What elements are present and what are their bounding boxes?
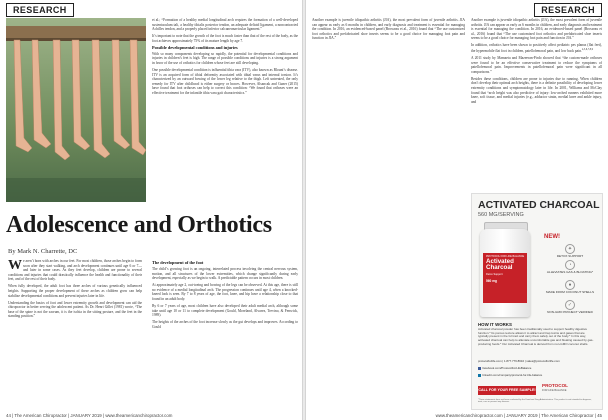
new-badge: NEW!: [544, 234, 560, 240]
feature-item: [542, 300, 598, 315]
citation-superscript: 4,5,6,7,8,9: [581, 47, 594, 51]
how-it-works-text: Activated charcoal powder has been traditionally used to support healthy digestive function.* Its porous texture allows it to attract and trap toxins and gases that are typically present in the GI tract and carry them safely out of the body.* In this way, activated charcoal can help to alleviate uncomfortable gas and bloating caused by gas-producing foods.* Our Activated Charcoal is derived from non-GMO coconut shells.: [478, 327, 594, 346]
feature-item: [542, 260, 598, 275]
right-page: [306, 0, 608, 420]
logo-text: PROTOCOL: [542, 383, 568, 388]
linkedin-icon: [478, 374, 481, 377]
page-footer: www.theamericanchiropractor.com | JANUARY 2019 | The American Chiropractor | 45: [435, 413, 602, 418]
contact-text: linkedin.com/company/protocol-for-life-balance: [482, 373, 543, 377]
column-right-text: [471, 18, 602, 107]
contact-text: protocolforlife.com | 1.877.776.8610 | sales@protocolforlife.com: [478, 359, 560, 363]
feature-label: NON-GMO PROJECT VERIFIED: [547, 310, 593, 314]
facebook-link[interactable]: [478, 366, 596, 370]
section-heading: Possible developmental conditions and injuries: [152, 44, 238, 50]
paragraph: When fully developed, the adult foot has three arches of various genetically influenced heights. Supporting the proper development of these arches as children grow can help stabilize developmental conditions and prevent injuries later in life.: [8, 284, 142, 298]
column-top-right: [152, 18, 298, 98]
paragraph-text: e aren’t born with arches in our feet. For most children, those arches begin to form soon after they start walking, and arch development continues until age 6 or 7—and later in some cases. As they feet develop, children are prone to several conditions and injuries that could drastically influence the health and functionality of their feet, and of the rest of their body.: [8, 259, 142, 282]
paragraph: Another example is juvenile idiopathic arthritis (JIA), the most prevalent form of juvenile arthritis. JIA can appear as early as 6 months in children, and early diagnosis and treatment is essential for managing the condition. In 2016, an evidenced-based panel (Brosseau et al., 2016) found that “The use customized foot orthotics and prefabricated shoe inserts seems to be a good choice for managing foot pain and function in JIA.”: [312, 18, 465, 41]
disclaimer: *These statements have not been evaluated by the Food and Drug Administration. This product is not intended to diagnose, treat, cure or prevent any disease.: [478, 399, 592, 403]
stomach-icon: ◔: [565, 260, 575, 270]
feature-label: ALLEVIATES GAS & BLOATING*: [546, 270, 594, 274]
page-footer: 44 | The American Chiropractor | JANUARY 2019 | www.theamericanchiropractor.com: [6, 413, 173, 418]
paragraph: et al.; “Formation of a healthy medial longitudinal arch requires the formation of a well-developed sustentaculum tali, a healthy tibialis posterior tendon, an adequate deltoid ligament, a noncontracted Achilles tendon, and a properly placed inferior calcaneonavicular ligament.”: [152, 18, 298, 32]
brand-logo: [542, 384, 568, 394]
paragraph: A 2011 study by Mamaeta and Mazeeran-Pirdo showed that “the custom-made orthoses were found to be an effective conservative treatment to reduce the symptoms of patellofemoral pain. Improvements in patellofemoral pain were significant in all comparisons.”: [471, 56, 602, 74]
paragraph: The heights of the arches of the foot increase slowly as the gut develops and improves. According to Gould: [152, 320, 298, 329]
paragraph: [8, 259, 142, 282]
free-sample-button[interactable]: CALL FOR YOUR FREE SAMPLE!: [478, 386, 536, 395]
ad-subtitle: 560 MG/SERVING: [478, 212, 524, 218]
product-bottle: [480, 229, 530, 317]
bottle-label: [483, 253, 527, 303]
label-product-name: Activated Charcoal: [486, 258, 514, 272]
paragraph: It’s important to note that the growth of the foot is much faster than that of the rest of the body, as the foot achieves approximately 75% of its mature length by age 7.: [152, 34, 298, 43]
logo-subtext: FOR LIFE BALANCE: [542, 388, 567, 392]
label-dose: 560 mg: [486, 278, 497, 283]
contact-text: facebook.com/ProtocolForLifeBalance: [482, 366, 532, 370]
paragraph-text: In addition, orthotics have been shown to positively affect pediatric pes planus (flat feet), the hypermobile flat foot in children, patellofemoral pain, and low back pain.: [471, 43, 602, 54]
column-b: [152, 259, 298, 332]
column-left-text: [312, 18, 465, 43]
section-heading: The development of the foot: [152, 260, 204, 265]
coconut-icon: ●: [565, 280, 575, 290]
paragraph: Understanding the basics of foot and lower extremity growth and development can aid the chiropractor in better serving the adolescent patient. As Dr. Henri Gillet (1981) wrote, “The base of the spine is not the sacrum, it is the ischia in the sitting posture, and the feet in the standing position.”: [8, 300, 142, 319]
article-title: Adolescence and Orthotics: [6, 212, 272, 238]
paragraph: Another example is juvenile idiopathic arthritis (JIA), the most prevalent form of juvenile arthritis. JIA can appear as early as 6 months in children, and early diagnosis and treatment is essential for managing the condition. In 2016, an evidenced-based panel (Brosseau et al., 2016) found that “The use customized foot orthotics and prefabricated shoe inserts seems to be a good choice for managing foot pain and function in JIA.”: [471, 18, 602, 41]
section-tag: RESEARCH: [6, 3, 74, 17]
paragraph: One possible developmental condition is influential tibia vara (ITV), also known as Blount’s disease. ITV is an acquired form of tibial deformity associated with tibial varus and internal torsion. It’s characterized by an outward bowing of the lower leg relative to the thigh. Left untreated, the only remedy for ITV after childhood is either surgery or braces. However, Alsancak and Guner (2015) have found that foot orthoses can help to correct this condition: “We found that orthoses were an effective treatment for the infantile tibia vara gait characteristics.”: [152, 68, 298, 95]
paragraph: [471, 43, 602, 53]
linkedin-link[interactable]: [478, 373, 596, 377]
feet-photo: [6, 18, 146, 202]
feet-photo-image: [6, 18, 146, 202]
paragraph: With so many components developing so rapidly, the potential for developmental conditions and injuries in children’s feet is high. The range of possible conditions and injuries is a strong argument in favor of the use of orthotics for children whose feet are still developing.: [152, 51, 298, 66]
label-brand: PROTOCOL FOR LIFE BALANCE: [486, 255, 525, 258]
paragraph: The child’s growing foot is an ongoing, interrelated process involving the central nervous system, motion, and all structures of the lower extremities, which change significantly during early development, especially as we begin to walk. A predictable pattern occurs in most children.: [152, 267, 298, 281]
section-tag: RESEARCH: [534, 3, 602, 17]
drop-cap: W: [8, 258, 22, 273]
column-a: [8, 259, 142, 321]
advertisement[interactable]: [471, 193, 603, 410]
paragraph: Besides these conditions, children are prone to injuries due to running. When children don’t develop their optimal arch heights, there is a definite possibility of developing lower extremity conditions and symptomatology later in life. In 2001, Williams and McClay found that “arch height was also predictive of injury: low-arched runners exhibited more knee, soft tissue, and medial injuries (e.g., adductor strain, medial knee and ankle injury, and: [471, 76, 602, 104]
how-it-works-heading: HOW IT WORKS: [478, 322, 512, 327]
facebook-icon: [478, 367, 481, 370]
label-subtitle: Detox Support: [486, 272, 503, 276]
feature-label: DETOX SUPPORT: [556, 254, 584, 258]
paragraph: By 6 or 7 years of age, most children have also developed their adult medial arch, although some take until age 10 or 11 to complete development (Gould, Moreland, Alvarez, Trevino, & Fenwick, 1989).: [152, 304, 298, 318]
feature-item: [542, 244, 598, 259]
contact-line[interactable]: [478, 359, 596, 363]
paragraph: At approximately age 2, out-toeing and bowing of the legs can be observed. At this age, there is still no evidence of a medial longitudinal arch. The progression continues until age 4, when a knocked-kneed look is seen. By 7 to 8 years of age, the foot, knee, and hip have a relationship close to that found in an adult body.: [152, 283, 298, 302]
feature-label: MADE FROM COCONUT SHELLS: [545, 290, 595, 294]
non-gmo-icon: ✓: [565, 300, 575, 310]
ad-title: ACTIVATED CHARCOAL: [478, 199, 600, 211]
byline: By Mark N. Charrette, DC: [8, 248, 78, 255]
detox-icon: ✦: [565, 244, 575, 254]
left-page: [0, 0, 302, 420]
feature-item: [542, 280, 598, 295]
